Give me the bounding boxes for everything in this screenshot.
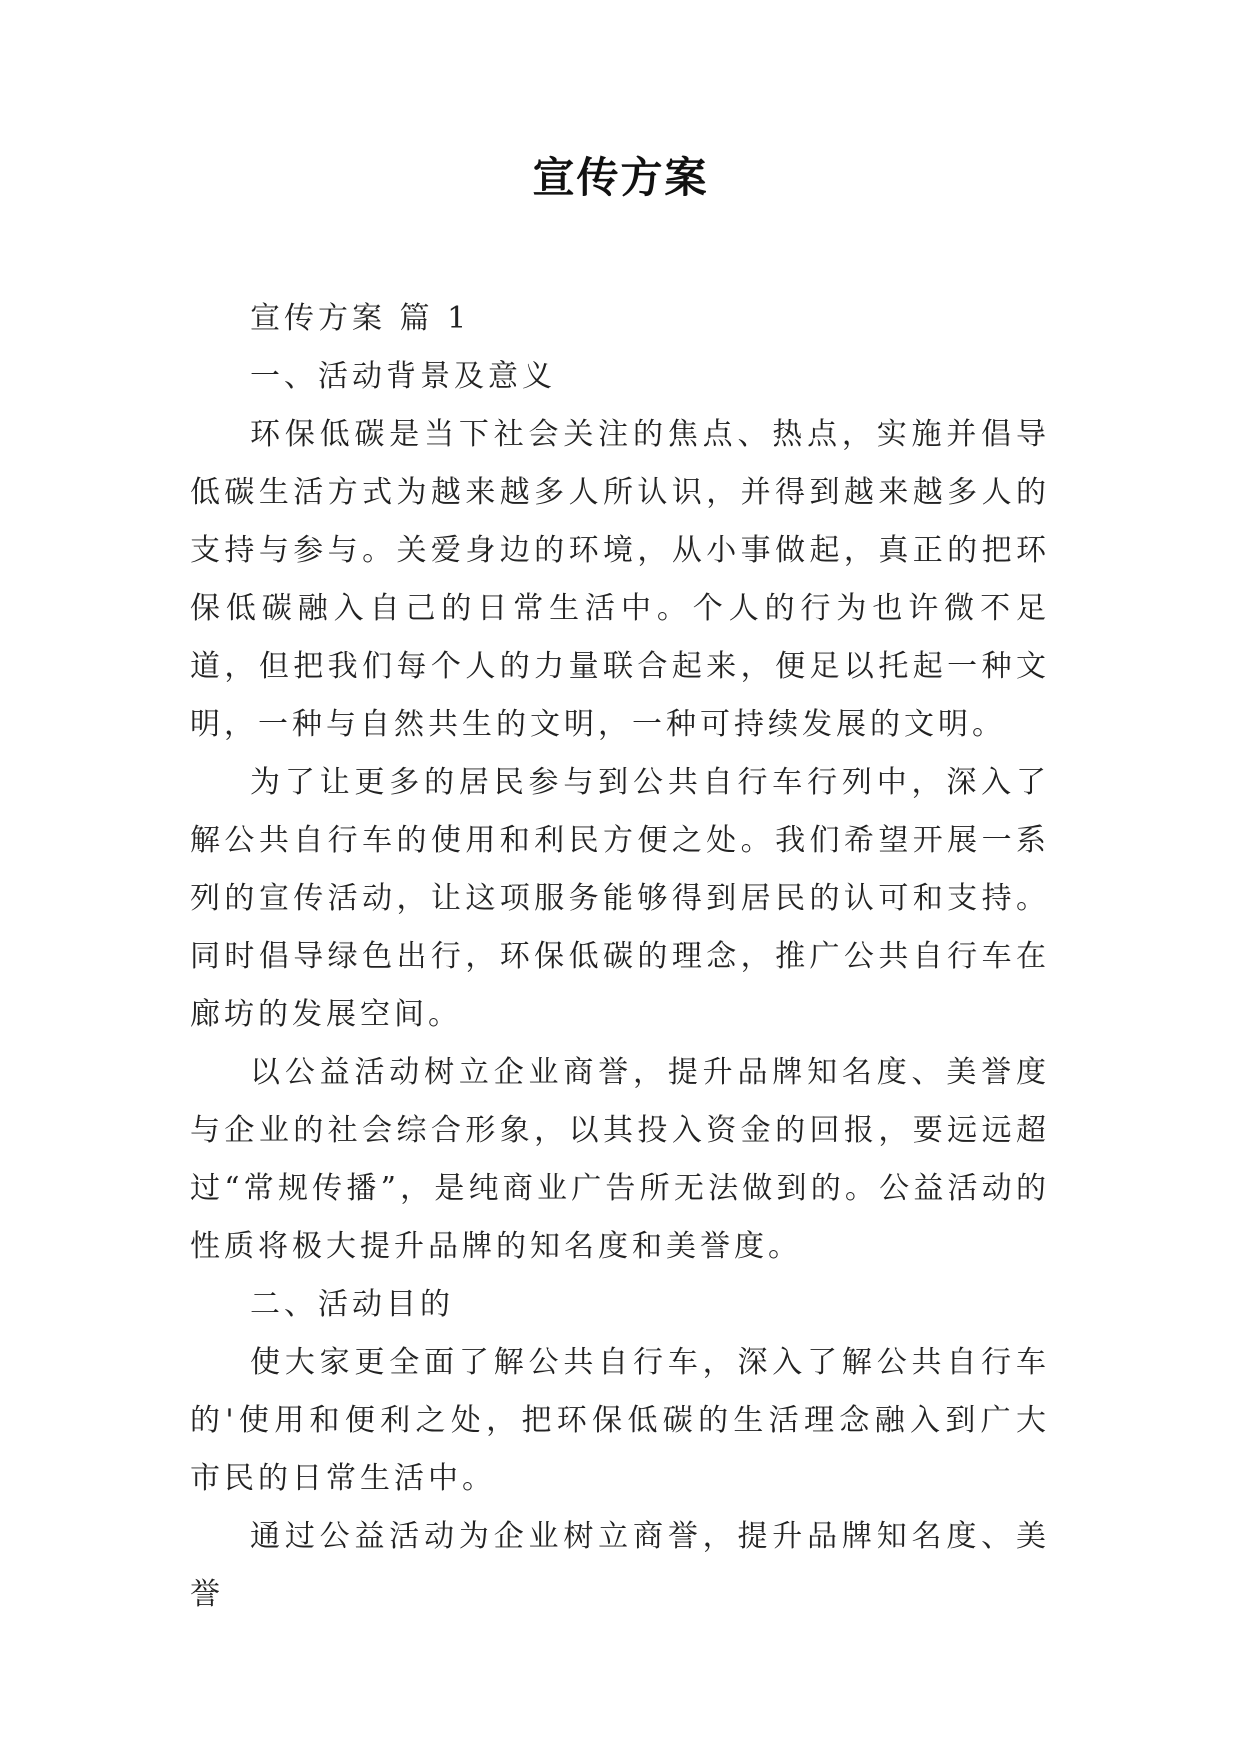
section-heading-background: 一、活动背景及意义 <box>250 359 556 394</box>
paragraph-reputation: 通过公益活动为企业树立商誉，提升品牌知名度、美誉 <box>190 1519 1050 1612</box>
section-heading-purpose: 二、活动目的 <box>250 1287 454 1322</box>
paragraph-purpose: 使大家更全面了解公共自行车，深入了解公共自行车的'使用和便利之处，把环保低碳的生活理念融入到广大市民的日常生活中。 <box>190 1345 1050 1496</box>
section-heading-part-1: 宣传方案 篇 1 <box>250 301 471 336</box>
document-body <box>190 290 1050 1624</box>
paragraph-public-bicycle: 为了让更多的居民参与到公共自行车行列中，深入了解公共自行车的使用和利民方便之处。我们希望开展一系列的宣传活动，让这项服务能够得到居民的认可和支持。同时倡导绿色出行，环保低碳的理念，推广公共自行车在廊坊的发展空间。 <box>190 765 1050 1032</box>
document-title: 宣传方案 <box>532 153 709 202</box>
paragraph-public-welfare: 以公益活动树立企业商誉，提升品牌知名度、美誉度与企业的社会综合形象，以其投入资金的回报，要远远超过“常规传播”，是纯商业广告所无法做到的。公益活动的性质将极大提升品牌的知名度和美誉度。 <box>190 1055 1050 1264</box>
paragraph-low-carbon: 环保低碳是当下社会关注的焦点、热点，实施并倡导低碳生活方式为越来越多人所认识，并得到越来越多人的支持与参与。关爱身边的环境，从小事做起，真正的把环保低碳融入自己的日常生活中。个人的行为也许微不足道，但把我们每个人的力量联合起来，便足以托起一种文明，一种与自然共生的文明，一种可持续发展的文明。 <box>190 417 1050 742</box>
